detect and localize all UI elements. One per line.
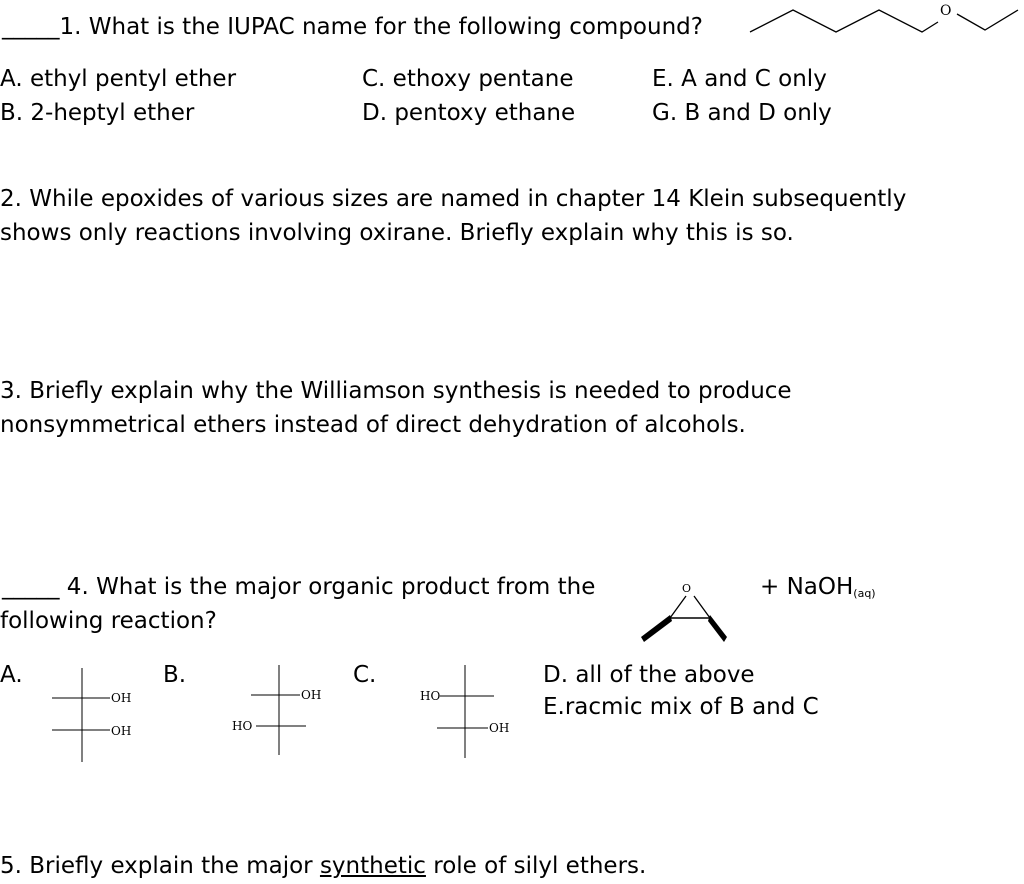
q1-option-b: B. 2-heptyl ether [0, 100, 195, 126]
q4-epoxide-oxygen-label: O [682, 582, 692, 595]
q4-option-c: C. [353, 662, 377, 688]
q5-underlined-word: synthetic [319, 853, 426, 879]
q4-option-d: D. all of the above [543, 662, 755, 688]
q3-line-2: nonsymmetrical ethers instead of direct dehydration of alcohols. [0, 412, 746, 438]
fischer-projection-c [437, 665, 494, 758]
fischer-a-bottom-right: OH [111, 724, 132, 738]
q1-option-e: E. A and C only [652, 66, 827, 92]
q1-option-a: A. ethyl pentyl ether [0, 66, 237, 92]
fischer-b-top-right: OH [301, 688, 322, 702]
q4-reagent: + NaOH$_{(aq)}$ [760, 574, 876, 600]
fischer-projection-a [52, 668, 110, 762]
fischer-c-top-left: HO [420, 689, 441, 703]
fischer-a-top-right: OH [111, 691, 132, 705]
fischer-b-bottom-left: HO [232, 719, 253, 733]
q1-option-g: G. B and D only [652, 100, 832, 126]
q1-prompt: _____1. What is the IUPAC name for the following compound? [2, 14, 703, 40]
q4-option-a: A. [0, 662, 23, 688]
q1-option-c: C. ethoxy pentane [362, 66, 574, 92]
q4-line-1: _____ 4. What is the major organic product from the [2, 574, 596, 600]
q4-option-b: B. [163, 662, 187, 688]
q5-prompt: 5. Briefly explain the major synthetic role of silyl ethers. [0, 853, 647, 879]
q3-line-1: 3. Briefly explain why the Williamson synthesis is needed to produce [0, 378, 792, 404]
q2-line-1: 2. While epoxides of various sizes are named in chapter 14 Klein subsequently [0, 186, 907, 212]
q1-oxygen-label: O [940, 3, 952, 19]
q4-line-2: following reaction? [0, 608, 217, 634]
q2-line-2: shows only reactions involving oxirane. Briefly explain why this is so. [0, 220, 794, 246]
fischer-projection-b [251, 665, 306, 755]
q1-option-d: D. pentoxy ethane [362, 100, 576, 126]
fischer-c-bottom-right: OH [489, 721, 510, 735]
q4-option-e: E.racmic mix of B and C [543, 694, 819, 720]
